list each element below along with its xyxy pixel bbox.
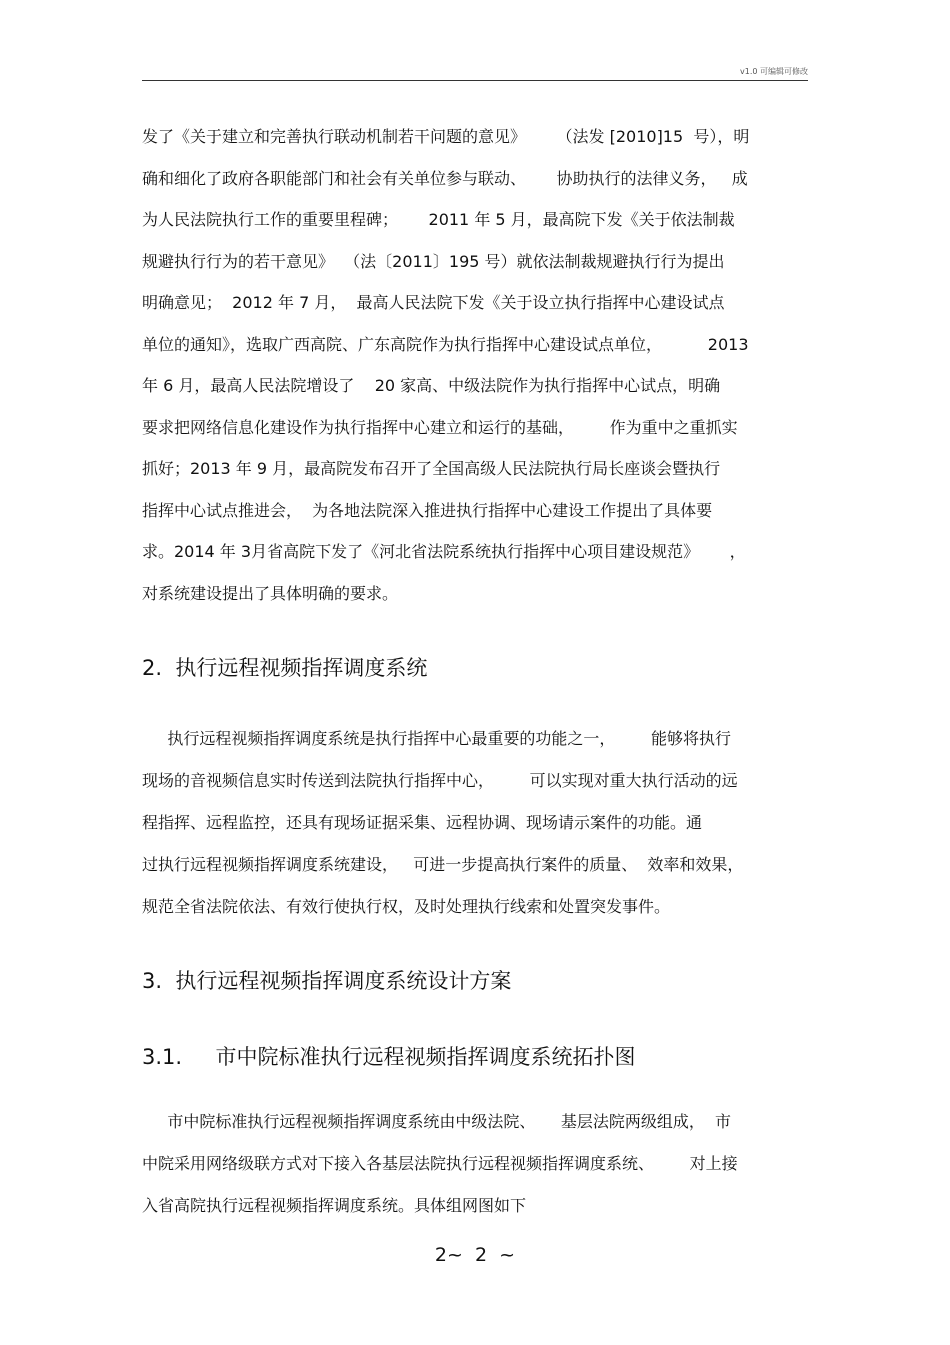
paragraph-3 xyxy=(142,1101,812,1227)
paragraph-line: 确和细化了政府各职能部门和社会有关单位参与联动、 协助执行的法律义务， 成 xyxy=(142,168,748,188)
section-2-heading: 2. 执行远程视频指挥调度系统 xyxy=(142,656,428,680)
paragraph-line: 执行远程视频指挥调度系统是执行指挥中心最重要的功能之一， 能够将执行 xyxy=(142,729,732,748)
paragraph-2 xyxy=(142,718,812,928)
paragraph-line: 入省高院执行远程视频指挥调度系统。具体组网图如下 xyxy=(142,1196,527,1215)
paragraph-line: 中院采用网络级联方式对下接入各基层法院执行远程视频指挥调度系统、 对上接 xyxy=(142,1154,738,1173)
paragraph-line: 现场的音视频信息实时传送到法院执行指挥中心， 可以实现对重大执行活动的远 xyxy=(142,771,738,790)
paragraph-line: 发了《关于建立和完善执行联动机制若干问题的意见》 （法发 [2010]15 号），明 xyxy=(142,127,750,146)
section-3-heading: 3. 执行远程视频指挥调度系统设计方案 xyxy=(142,969,512,993)
header-rule xyxy=(142,80,808,81)
section-3-1-heading: 3.1. 市中院标准执行远程视频指挥调度系统拓扑图 xyxy=(142,1045,636,1069)
paragraph-line: 年 6 月，最高人民法院增设了 20 家高、中级法院作为执行指挥中心试点，明确 xyxy=(142,376,721,395)
paragraph-line: 为人民法院执行工作的重要里程碑； 2011 年 5 月，最高院下发《关于依法制裁 xyxy=(142,210,735,229)
paragraph-1 xyxy=(142,116,812,614)
paragraph-line: 指挥中心试点推进会， 为各地法院深入推进执行指挥中心建设工作提出了具体要 xyxy=(142,500,713,520)
header-note: v1.0 可编辑可修改 xyxy=(740,67,808,76)
page-number: 2~ 2 ~ xyxy=(434,1244,516,1266)
paragraph-line: 对系统建设提出了具体明确的要求。 xyxy=(142,583,399,603)
paragraph-line: 单位的通知》，选取广西高院、广东高院作为执行指挥中心建设试点单位， 2013 xyxy=(142,334,749,354)
paragraph-line: 抓好；2013 年 9 月，最高院发布召开了全国高级人民法院执行局长座谈会暨执行 xyxy=(142,459,721,478)
paragraph-line: 明确意见； 2012 年 7 月， 最高人民法院下发《关于设立执行指挥中心建设试点 xyxy=(142,293,725,312)
paragraph-line: 要求把网络信息化建设作为执行指挥中心建立和运行的基础， 作为重中之重抓实 xyxy=(142,417,738,437)
paragraph-line: 过执行远程视频指挥调度系统建设， 可进一步提高执行案件的质量、 效率和效果， xyxy=(142,855,744,874)
paragraph-line: 规范全省法院依法、有效行使执行权，及时处理执行线索和处置突发事件。 xyxy=(142,897,671,916)
paragraph-line: 市中院标准执行远程视频指挥调度系统由中级法院、 基层法院两级组成， 市 xyxy=(142,1112,732,1131)
paragraph-line: 程指挥、远程监控，还具有现场证据采集、远程协调、现场请示案件的功能。通 xyxy=(142,813,703,832)
paragraph-line: 求。2014 年 3月省高院下发了《河北省法院系统执行指挥中心项目建设规范》 ， xyxy=(142,542,746,561)
paragraph-line: 规避执行行为的若干意见》 （法〔2011〕195 号）就依法制裁规避执行行为提出 xyxy=(142,251,725,271)
